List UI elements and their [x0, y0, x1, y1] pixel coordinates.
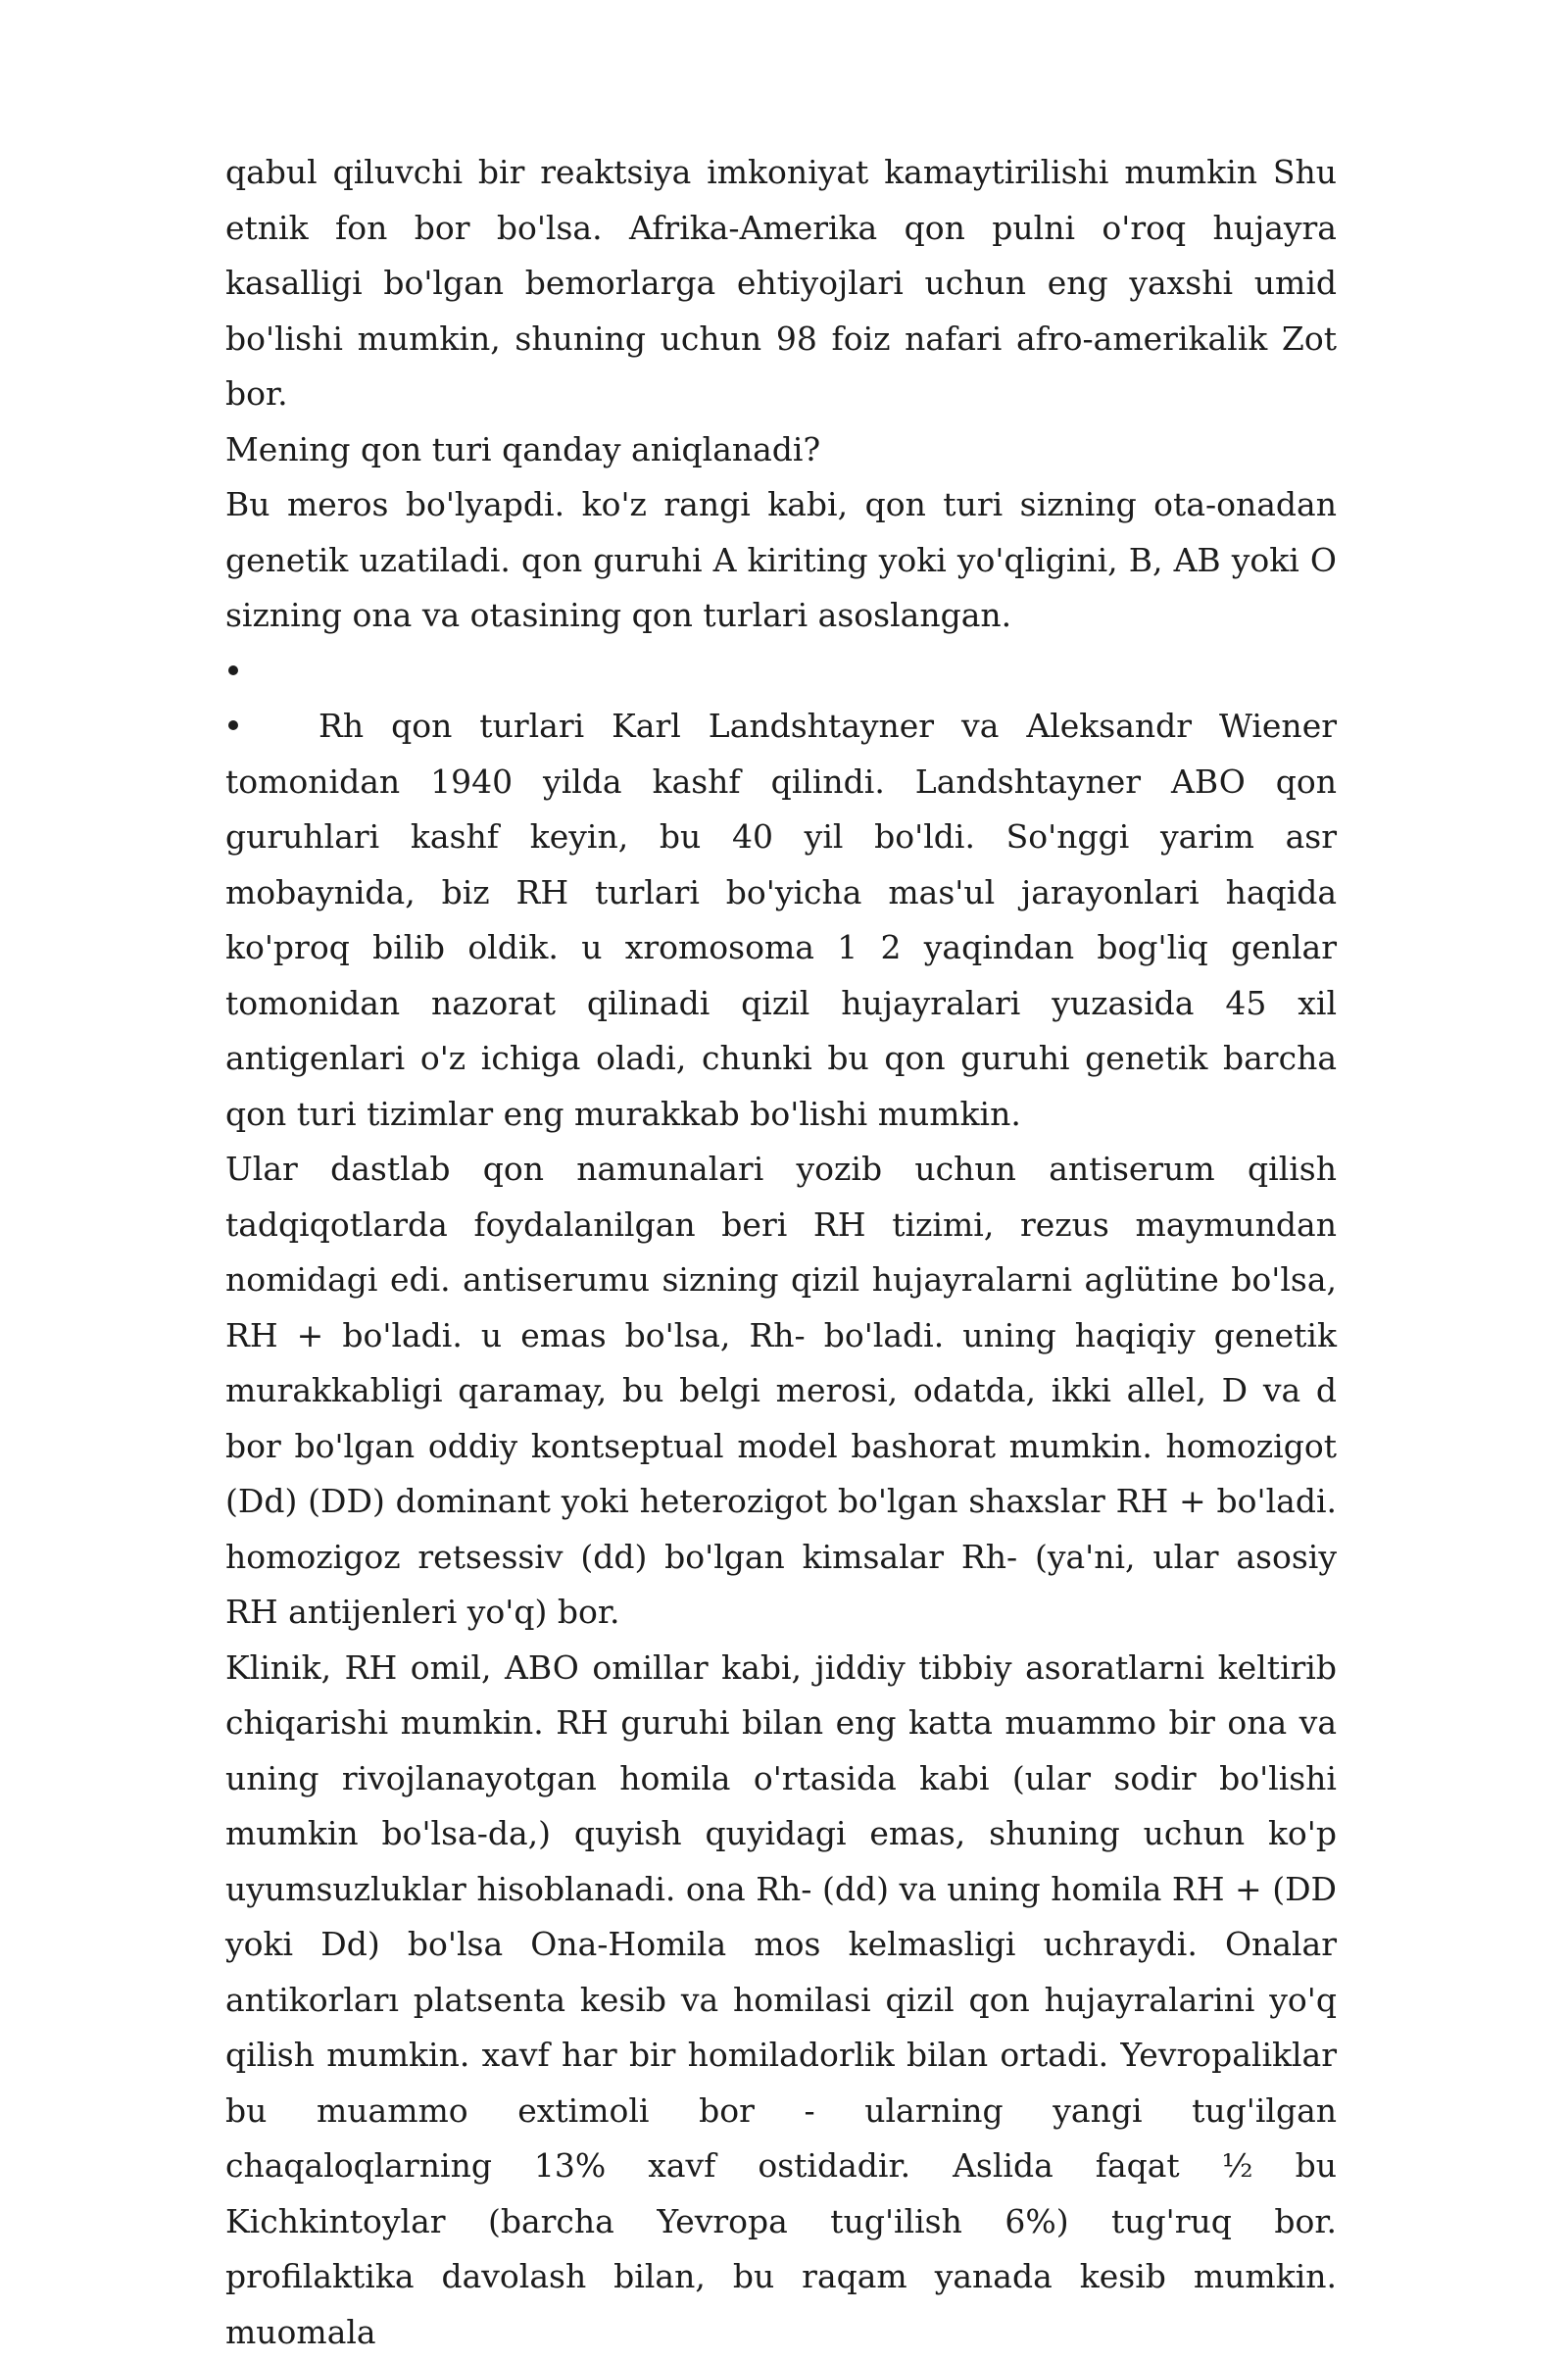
paragraph-rh-system: Ular dastlab qon namunalari yozib uchun antiserum qilish tadqiqotlarda foydalanilgan beri RH tizimi, rezus maymundan nomidagi edi. antiserumu sizning qizil hujayralarni aglütine bo'lsa, RH + bo'ladi. u emas bo'lsa, Rh- bo'ladi. uning haqiqiy genetik murakkabligi qaramay, bu belgi merosi, odatda, ikki allel, D va d bor bo'lgan oddiy kontseptual model bashorat mumkin. homozigot (Dd) (DD) dominant yoki heterozigot bo'lgan shaxslar RH + bo'ladi. homozigoz retsessiv (dd) bo'lgan kimsalar Rh- (ya'ni, ular asosiy RH antijenleri yo'q) bor. [225, 1142, 1337, 1641]
paragraph-clinical: Klinik, RH omil, ABO omillar kabi, jiddiy tibbiy asoratlarni keltirib chiqarishi mumkin. RH guruhi bilan eng katta muammo bir ona va uning rivojlanayotgan homila o'rtasida kabi (ular sodir bo'lishi mumkin bo'lsa-da,) quyish quyidagi emas, shuning uchun ko'p uyumsuzluklar hisoblanadi. ona Rh- (dd) va uning homila RH + (DD yoki Dd) bo'lsa Ona-Homila mos kelmasligi uchraydi. Onalar antikorları platsenta kesib va homilasi qizil qon hujayralarini yo'q qilish mumkin. xavf har bir homiladorlik bilan ortadi. Yevropaliklar bu muammo extimoli bor - ularning yangi tug'ilgan chaqaloqlarning 13% xavf ostidadir. Aslida faqat ½ bu Kichkintoylar (barcha Yevropa tug'ilish 6%) tug'ruq bor. profilaktika davolash bilan, bu raqam yanada kesib mumkin. muomala [225, 1641, 1337, 2360]
document-body [225, 145, 1337, 2360]
paragraph-intro: qabul qiluvchi bir reaktsiya imkoniyat kamaytirilishi mumkin Shu etnik fon bor bo'lsa. Afrika-Amerika qon pulni o'roq hujayra kasalligi bo'lgan bemorlarga ehtiyojlari uchun eng yaxshi umid bo'lishi mumkin, shuning uchun 98 foiz nafari afro-amerikalik Zot bor. [225, 145, 1337, 422]
bullet-icon [228, 665, 238, 675]
section-question: Mening qon turi qanday aniqlanadi? [225, 422, 1337, 478]
bullet-icon [228, 720, 238, 730]
bullet-item-rh-history [225, 699, 1337, 1142]
bullet-item-empty [225, 644, 1337, 700]
paragraph-rh-history: Rh qon turlari Karl Landshtayner va Aleksandr Wiener tomonidan 1940 yilda kashf qilindi. Landshtayner ABO qon guruhlari kashf keyin, bu 40 yil bo'ldi. So'nggi yarim asr mobaynida, biz RH turlari bo'yicha mas'ul jarayonlari haqida ko'proq bilib oldik. u xromosoma 1 2 yaqindan bog'liq genlar tomonidan nazorat qilinadi qizil hujayralari yuzasida 45 xil antigenlari o'z ichiga oladi, chunki bu qon guruhi genetik barcha qon turi tizimlar eng murakkab bo'lishi mumkin. [225, 707, 1337, 1133]
paragraph-inheritance: Bu meros bo'lyapdi. ko'z rangi kabi, qon turi sizning ota-onadan genetik uzatiladi. qon guruhi A kiriting yoki yo'qligini, B, AB yoki O sizning ona va otasining qon turlari asoslangan. [225, 477, 1337, 644]
